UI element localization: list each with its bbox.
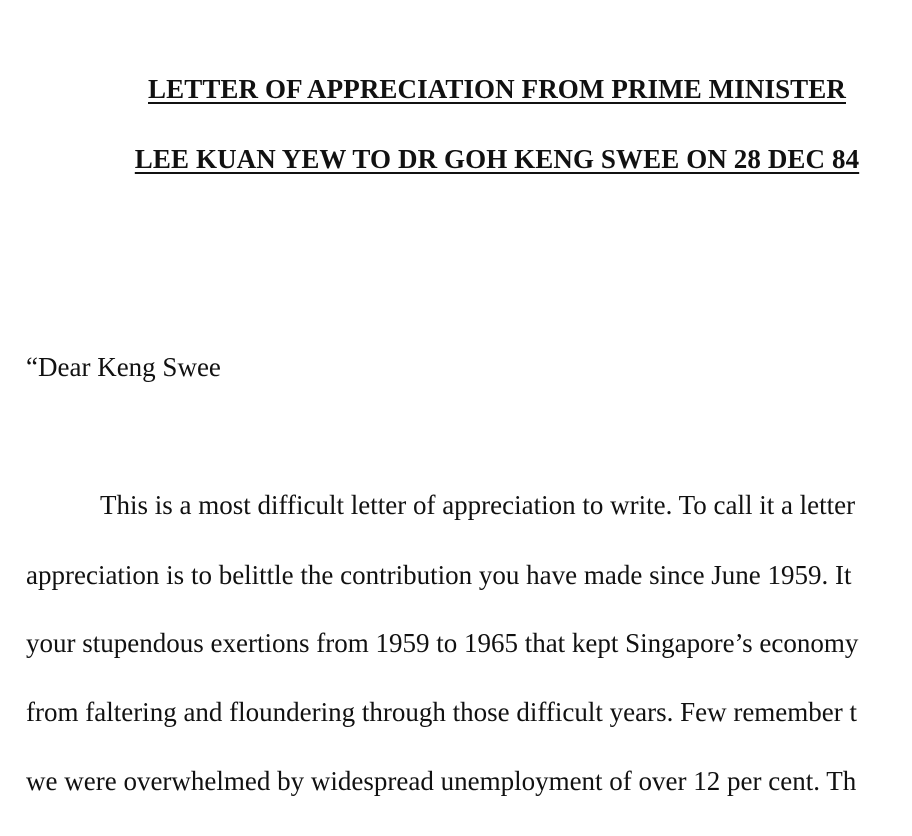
letter-body-line: from faltering and floundering through those difficult years. Few remember t bbox=[26, 697, 858, 727]
letter-title-line-2: LEE KUAN YEW TO DR GOH KENG SWEE ON 28 DEC 84 bbox=[134, 144, 860, 174]
letter-body-line: appreciation is to belittle the contribution you have made since June 1959. It bbox=[26, 560, 852, 590]
letter-body-line: This is a most difficult letter of appreciation to write. To call it a letter bbox=[100, 490, 856, 520]
letter-body-line: we were overwhelmed by widespread unemployment of over 12 per cent. Th bbox=[26, 766, 857, 796]
letter-title-line-1: LETTER OF APPRECIATION FROM PRIME MINISTER bbox=[148, 74, 846, 104]
letter-salutation: “Dear Keng Swee bbox=[26, 352, 221, 382]
letter-body-line: your stupendous exertions from 1959 to 1965 that kept Singapore’s economy bbox=[26, 628, 859, 658]
